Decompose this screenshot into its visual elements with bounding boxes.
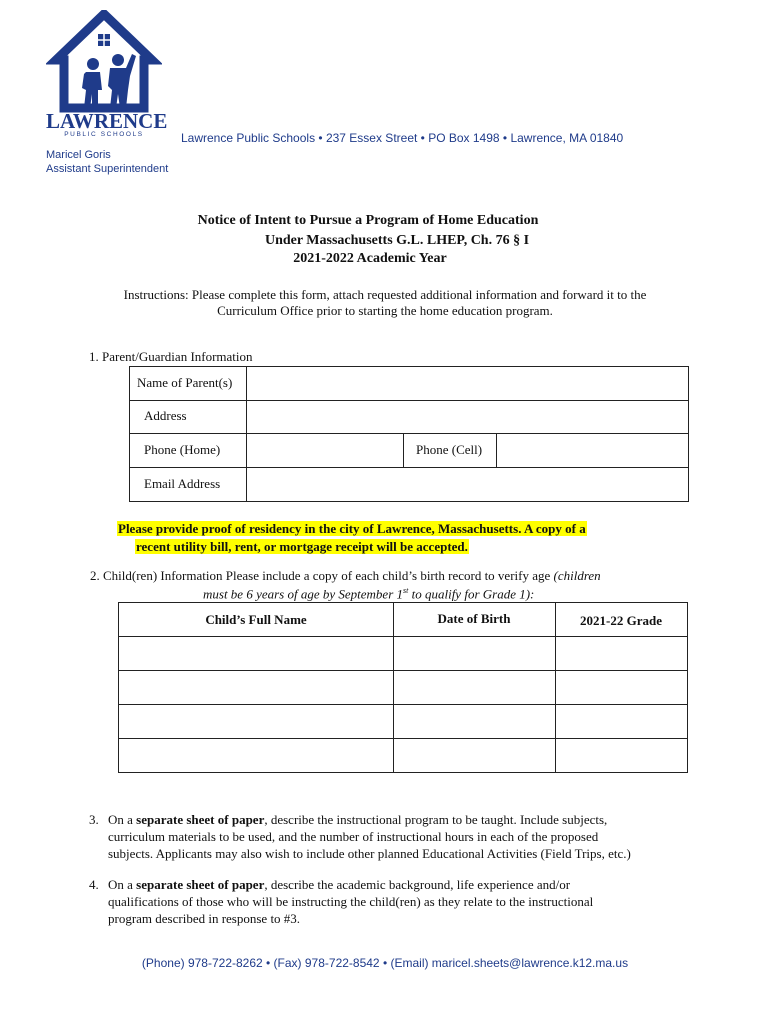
phone-cell-label: Phone (Cell)	[416, 442, 483, 457]
form-title-line1: Notice of Intent to Pursue a Program of Home Education	[197, 213, 539, 228]
col-header-grade: 2021-22 Grade	[580, 613, 662, 628]
parent-name-field[interactable]	[247, 367, 687, 400]
item3-number: 3.	[89, 812, 99, 827]
residency-note	[117, 521, 587, 537]
sender-name: Maricel Goris	[46, 149, 111, 161]
section2-label: 2. Child(ren) Information Please include a copy of each child’s birth record to verify age (children	[90, 568, 601, 583]
parent-name-label: Name of Parent(s)	[137, 375, 233, 390]
residency-note-2	[135, 539, 469, 555]
email-field[interactable]	[247, 468, 687, 501]
form-title-line2: Under Massachusetts G.L. LHEP, Ch. 76 § I	[264, 233, 530, 248]
address-label: Address	[144, 408, 187, 423]
instructions	[70, 287, 700, 319]
footer-contact: (Phone) 978-722-8262 • (Fax) 978-722-8542 • (Email) maricel.sheets@lawrence.k12.ma.us	[141, 956, 629, 970]
logo-wordmark: LAWRENCE	[46, 109, 168, 133]
children-table	[118, 602, 688, 773]
residency-line2: recent utility bill, rent, or mortgage receipt will be accepted.	[136, 539, 468, 554]
table-row[interactable]	[119, 637, 687, 670]
table-row[interactable]	[119, 739, 687, 772]
item3-text: On a separate sheet of paper, describe the instructional program to be taught. Include subjects, curriculum materials to be used, and the number of instructional hours in each of the proposed subjects. Applicants may also wish to include other planned Educational Activities (Field Trips, etc.)	[108, 812, 631, 861]
section1-label: 1. Parent/Guardian Information	[89, 349, 253, 364]
col-header-dob: Date of Birth	[437, 611, 511, 626]
col-header-name: Child’s Full Name	[205, 612, 307, 627]
phone-cell-field[interactable]	[497, 434, 687, 467]
phone-home-label: Phone (Home)	[144, 442, 221, 457]
table-divider	[403, 433, 404, 467]
logo-subtitle: PUBLIC SCHOOLS	[64, 131, 144, 138]
instructions-line2: Curriculum Office prior to starting the home education program.	[217, 303, 553, 318]
instructions-line1: Instructions: Please complete this form, attach requested additional information and forward it to the	[123, 287, 647, 302]
header-address: Lawrence Public Schools • 237 Essex Street • PO Box 1498 • Lawrence, MA 01840	[181, 131, 624, 145]
phone-home-field[interactable]	[247, 434, 403, 467]
sender-title: Assistant Superintendent	[46, 163, 169, 175]
table-row[interactable]	[119, 705, 687, 738]
item4-text: On a separate sheet of paper, describe the academic background, life experience and/or qualifications of those who will be instructing the child(ren) as they relate to the instructional program described in response to #3.	[108, 877, 594, 926]
table-row[interactable]	[119, 671, 687, 704]
section2-label-line2: must be 6 years of age by September 1st to qualify for Grade 1):	[203, 586, 535, 602]
residency-line1: Please provide proof of residency in the city of Lawrence, Massachusetts. A copy of a	[118, 521, 586, 536]
item4-number: 4.	[89, 877, 99, 892]
email-label: Email Address	[144, 476, 221, 491]
form-title-line3: 2021-2022 Academic Year	[293, 251, 447, 266]
parent-info-table	[129, 366, 689, 502]
sender-block	[46, 148, 168, 176]
address-field[interactable]	[247, 401, 687, 433]
